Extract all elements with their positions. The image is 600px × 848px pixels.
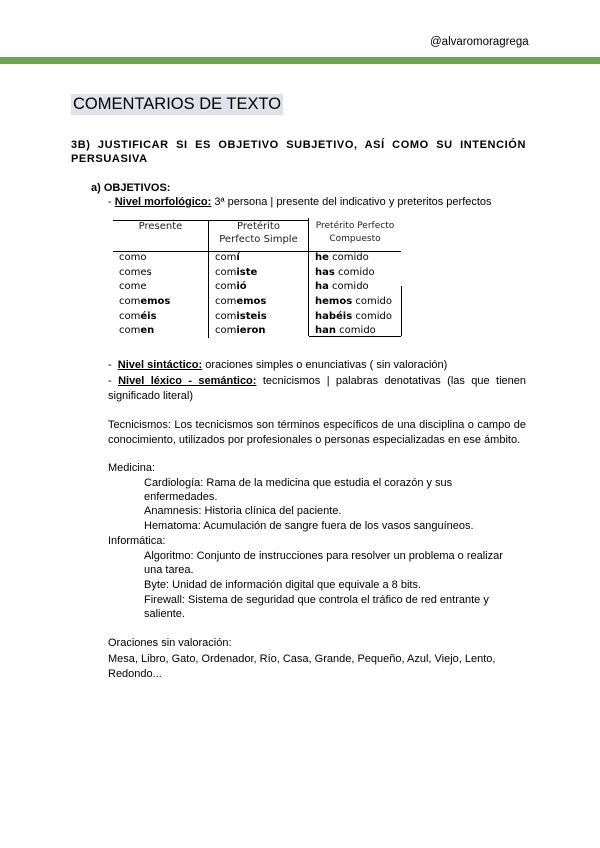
preterito-cell: comiste: [215, 266, 258, 278]
compuesto-header-1: Pretérito Perfecto: [315, 221, 395, 231]
lex-line: - Nivel léxico - semántico: tecnicismos | palabras denotativas (las que tienen significado literal): [108, 375, 526, 402]
sint-label: Nivel sintáctico:: [117, 359, 203, 371]
lex-text: tecnicismos | palabras denotativas (las que tienen significado literal): [108, 375, 526, 402]
oraciones-list-cont: Redondo...: [108, 668, 162, 680]
morph-label: Nivel morfológico:: [114, 196, 212, 208]
compuesto-header-2: Compuesto: [329, 234, 381, 244]
header-divider: [0, 57, 600, 64]
preterito-cell: comió: [215, 281, 247, 293]
medicina-item: Cardiología: Rama de la medicina que estudia el corazón y sus: [144, 477, 453, 489]
preterito-header-1: Pretérito: [237, 221, 280, 232]
informatica-label: Informática:: [108, 535, 166, 547]
lex-label: Nivel léxico - semántico:: [118, 375, 257, 387]
presente-cell: comemos: [119, 296, 171, 308]
medicina-label: Medicina:: [108, 462, 156, 474]
compuesto-cell: han comido: [315, 325, 376, 337]
sint-text: oraciones simples o enunciativas ( sin valoración): [202, 359, 448, 371]
informatica-item: saliente.: [144, 608, 185, 620]
medicina-item: enfermedades.: [144, 491, 218, 503]
preterito-cell: comieron: [215, 325, 266, 337]
sint-line: - Nivel sintáctico: oraciones simples o enunciativas ( sin valoración): [108, 359, 448, 371]
preterito-cell: comí: [215, 252, 240, 263]
presente-cell: coméis: [119, 310, 157, 322]
compuesto-cell: has comido: [315, 266, 375, 278]
preterito-header-2: Perfecto Simple: [219, 234, 298, 245]
compuesto-cell: ha comido: [315, 281, 369, 293]
section-a-heading: a) OBJETIVOS:: [91, 182, 171, 194]
oraciones-label: Oraciones sin valoración:: [108, 637, 232, 649]
oraciones-list: Mesa, Libro, Gato, Ordenador, Río, Casa, Grande, Pequeño, Azul, Viejo, Lento,: [108, 653, 496, 665]
informatica-item: Algoritmo: Conjunto de instrucciones para resolver un problema o realizar: [144, 550, 503, 562]
compuesto-cell: hemos comido: [315, 296, 392, 308]
informatica-item: una tarea.: [144, 564, 194, 576]
compuesto-column: [309, 220, 401, 339]
compuesto-cell: he comido: [315, 252, 369, 263]
presente-cell: comes: [119, 266, 152, 278]
question-heading-cont: PERSUASIVA: [71, 153, 148, 165]
morph-text: 3ª persona | presente del indicativo y preteritos perfectos: [211, 196, 492, 208]
medicina-item: Anamnesis: Historia clínica del paciente.: [144, 505, 342, 517]
presente-cell: comen: [119, 325, 155, 337]
preterito-cell: comemos: [215, 296, 267, 308]
informatica-item: Byte: Unidad de información digital que equivale a 8 bits.: [144, 579, 422, 591]
morph-line: - Nivel morfológico: 3ª persona | presente del indicativo y preteritos perfectos: [108, 196, 492, 208]
presente-column: [113, 220, 208, 339]
medicina-item: Hematoma: Acumulación de sangre fuera de los vasos sanguíneos.: [144, 520, 474, 532]
informatica-item: Firewall: Sistema de seguridad que controla el tráfico de red entrante y: [144, 594, 489, 606]
author-handle: @alvaromoragrega: [430, 36, 529, 48]
page-title: COMENTARIOS DE TEXTO: [73, 95, 282, 113]
compuesto-cell: habéis comido: [315, 310, 392, 322]
presente-header: Presente: [138, 221, 183, 232]
tecnicismos-paragraph: Tecnicismos: Los tecnicismos son términos específicos de una disciplina o campo de conocimiento, utilizados por profesionales o personas especializadas en ese ámbito.: [108, 419, 526, 446]
presente-cell: come: [119, 281, 147, 293]
preterito-cell: comisteis: [215, 310, 267, 322]
presente-cell: como: [119, 252, 147, 263]
question-heading: 3B) JUSTIFICAR SI ES OBJETIVO SUBJETIVO, ASÍ COMO SU INTENCIÓN: [71, 139, 526, 151]
preterito-column: [209, 220, 308, 339]
